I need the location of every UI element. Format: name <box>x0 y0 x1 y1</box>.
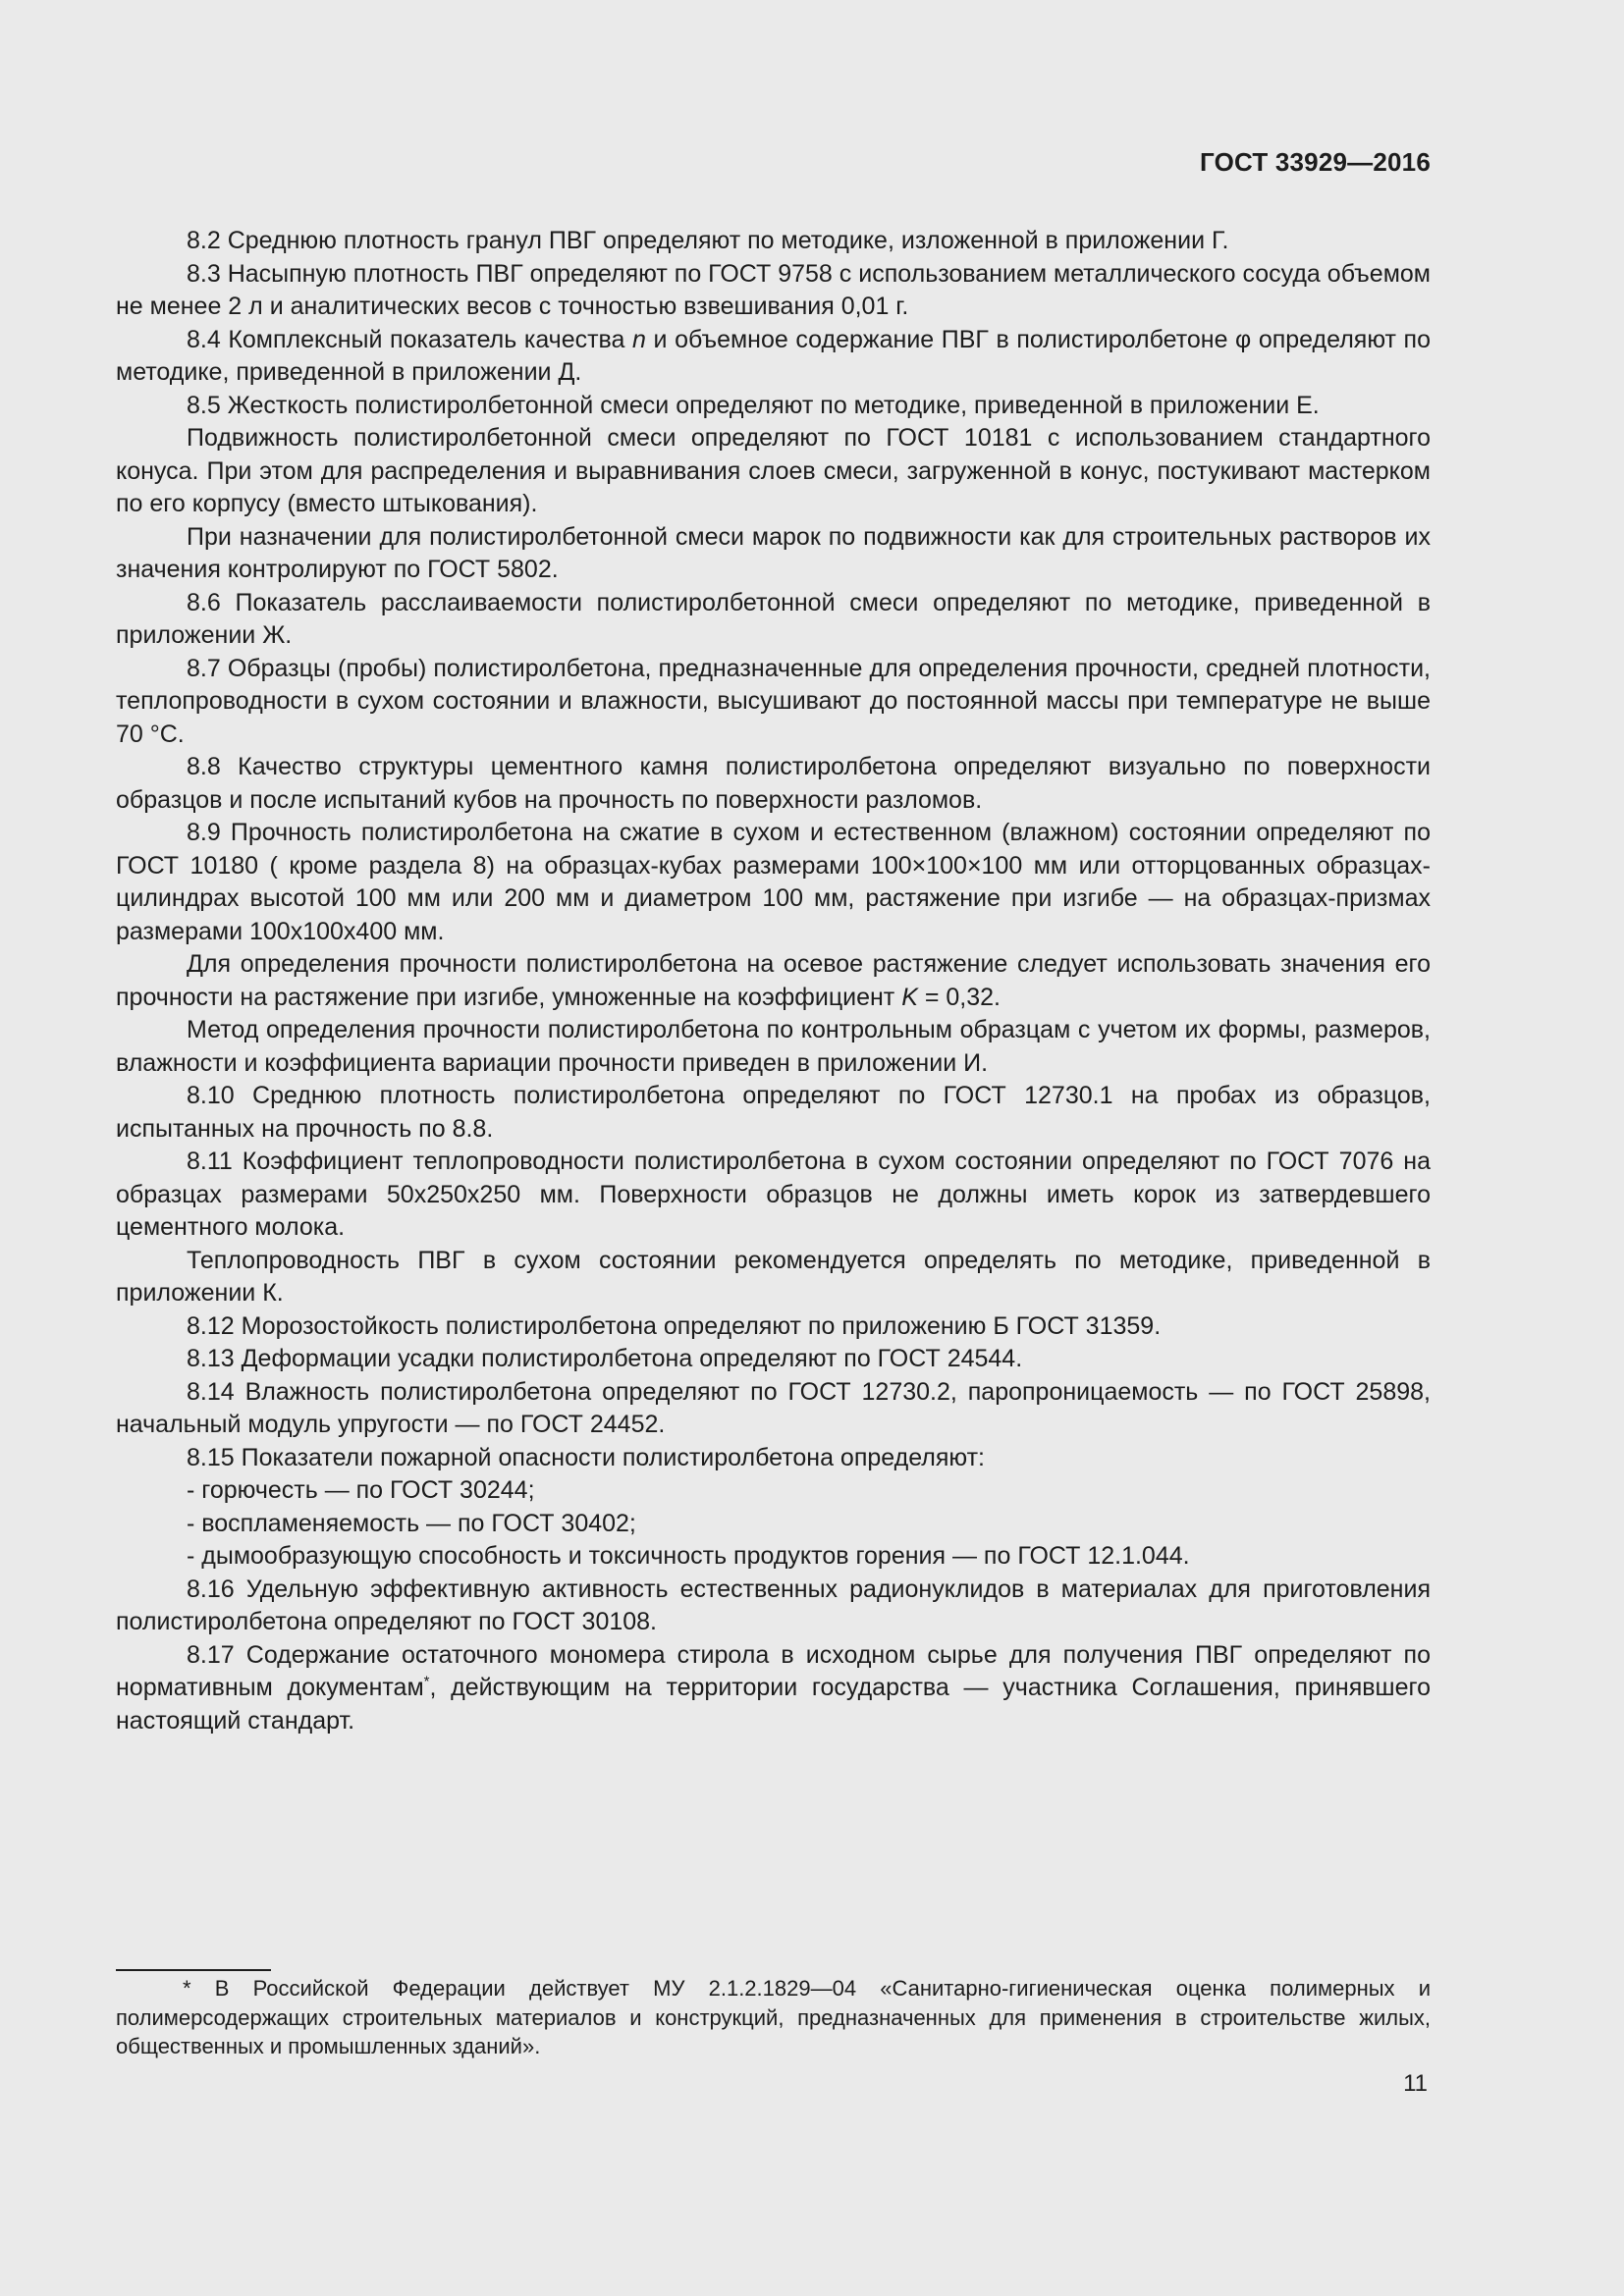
paragraph-8-14: 8.14 Влажность полистиролбетона определяют по ГОСТ 12730.2, паропроницаемость — по ГОСТ 25898, начальный модуль упругости — по ГОСТ 24452. <box>116 1377 1431 1438</box>
paragraph-8-4 <box>116 324 1431 390</box>
paragraph-8-9: 8.9 Прочность полистиролбетона на сжатие в сухом и естественном (влажном) состоянии определяют по ГОСТ 10180 ( кроме раздела 8) на образцах-кубах размерами 100×100×100 мм или отторцованных образцах-цилиндрах высотой 100 мм или 200 мм и диаметром 100 мм, растяжение при изгибе — на образцах-призмах размерами 100x100x400 мм. <box>116 819 1431 945</box>
paragraph-8-5-marks: При назначении для полистиролбетонной смеси марок по подвижности как для строительных растворов их значения контролируют по ГОСТ 5802. <box>116 522 1431 583</box>
paragraph-8-6: 8.6 Показатель расслаиваемости полистиролбетонной смеси определяют по методике, приведенной в приложении Ж. <box>116 588 1431 649</box>
paragraph-8-15: 8.15 Показатели пожарной опасности полистиролбетона определяют: <box>187 1443 986 1471</box>
paragraph-8-11-pvg: Теплопроводность ПВГ в сухом состоянии рекомендуется определять по методике, приведенной в приложении К. <box>116 1246 1431 1307</box>
list-item: - воспламеняемость — по ГОСТ 30402; <box>187 1509 636 1537</box>
paragraph-8-12: 8.12 Морозостойкость полистиролбетона определяют по приложению Б ГОСТ 31359. <box>187 1311 1162 1340</box>
paragraph-8-17-start: 8.17 Содержание остаточного мономера стирола в исходном сырье для получения ПВГ определяют по нормативным документам <box>116 1640 1431 1701</box>
paragraph-8-9-method: Метод определения прочности полистиролбетона по контрольным образцам с учетом их формы, размеров, влажности и коэффициента вариации прочности приведен в приложении И. <box>116 1016 1431 1077</box>
paragraph-8-4-end: и объемное содержание ПВГ в полистиролбетоне φ определяют по методике, приведенной в приложении Д. <box>116 325 1431 386</box>
paragraph-8-2: 8.2 Среднюю плотность гранул ПВГ определяют по методике, изложенной в приложении Г. <box>187 227 1229 254</box>
symbol-k: K <box>901 983 918 1011</box>
paragraph-8-11: 8.11 Коэффициент теплопроводности полистиролбетона в сухом состоянии определяют по ГОСТ 7076 на образцах размерами 50x250x250 мм. Поверхности образцов не должны иметь корок из затвердевшего цементного молока. <box>116 1148 1431 1241</box>
paragraph-8-7: 8.7 Образцы (пробы) полистиролбетона, предназначенные для определения прочности, средней плотности, теплопроводности в сухом состоянии и влажности, высушивают до постоянной массы при температуре не выше 70 °С. <box>116 654 1431 748</box>
paragraph-8-16: 8.16 Удельную эффективную активность естественных радионуклидов в материалах для приготовления полистиролбетона определяют по ГОСТ 30108. <box>116 1575 1431 1635</box>
footnote-text: * В Российской Федерации действует МУ 2.1.2.1829—04 «Санитарно-гигиеническая оценка полимерных и полимерсодержащих строительных материалов и конструкций, предназначенных для применения в строительстве жилых, общественных и промышленных зданий». <box>116 1976 1431 2058</box>
paragraph-8-13: 8.13 Деформации усадки полистиролбетона определяют по ГОСТ 24544. <box>187 1345 1023 1372</box>
paragraph-8-10: 8.10 Среднюю плотность полистиролбетона определяют по ГОСТ 12730.1 на пробах из образцов, испытанных на прочность по 8.8. <box>116 1082 1431 1143</box>
paragraph-8-17 <box>116 1639 1431 1738</box>
symbol-n: n <box>632 325 646 353</box>
paragraph-8-3: 8.3 Насыпную плотность ПВГ определяют по ГОСТ 9758 с использованием металлического сосуда объемом не менее 2 л и аналитических весов с точностью взвешивания 0,01 г. <box>116 259 1431 320</box>
list-item: - дымообразующую способность и токсичность продуктов горения — по ГОСТ 12.1.044. <box>187 1542 1190 1570</box>
paragraph-8-5: 8.5 Жесткость полистиролбетонной смеси определяют по методике, приведенной в приложении Е. <box>187 391 1320 419</box>
paragraph-8-5-mobility: Подвижность полистиролбетонной смеси определяют по ГОСТ 10181 с использованием стандартного конуса. При этом для распределения и выравнивания слоев смеси, загруженной в конус, постукивают мастерком по его корпусу (вместо штыкования). <box>116 424 1431 517</box>
list-item: - горючесть — по ГОСТ 30244; <box>187 1476 535 1504</box>
paragraph-8-8: 8.8 Качество структуры цементного камня полистиролбетона определяют визуально по поверхности образцов и после испытаний кубов на прочность по поверхности разломов. <box>116 753 1431 814</box>
footnote-reference: * <box>423 1673 430 1690</box>
standard-designation: ГОСТ 33929—2016 <box>1200 147 1431 177</box>
footnote <box>116 1974 1431 2061</box>
footnote-divider <box>116 1969 271 1971</box>
paragraph-8-9-axial-start: Для определения прочности полистиролбетона на осевое растяжение следует использовать значения его прочности на растяжение при изгибе, умноженные на коэффициент <box>116 950 1431 1011</box>
main-text <box>116 225 1431 1737</box>
paragraph-8-17-end: , действующим на территории государства — участника Соглашения, принявшего настоящий стандарт. <box>116 1674 1431 1735</box>
paragraph-8-4-start: 8.4 Комплексный показатель качества <box>187 325 633 353</box>
paragraph-8-9-axial-end: = 0,32. <box>917 983 1001 1011</box>
paragraph-8-9-axial <box>116 948 1431 1014</box>
page-number: 11 <box>1403 2070 1428 2097</box>
